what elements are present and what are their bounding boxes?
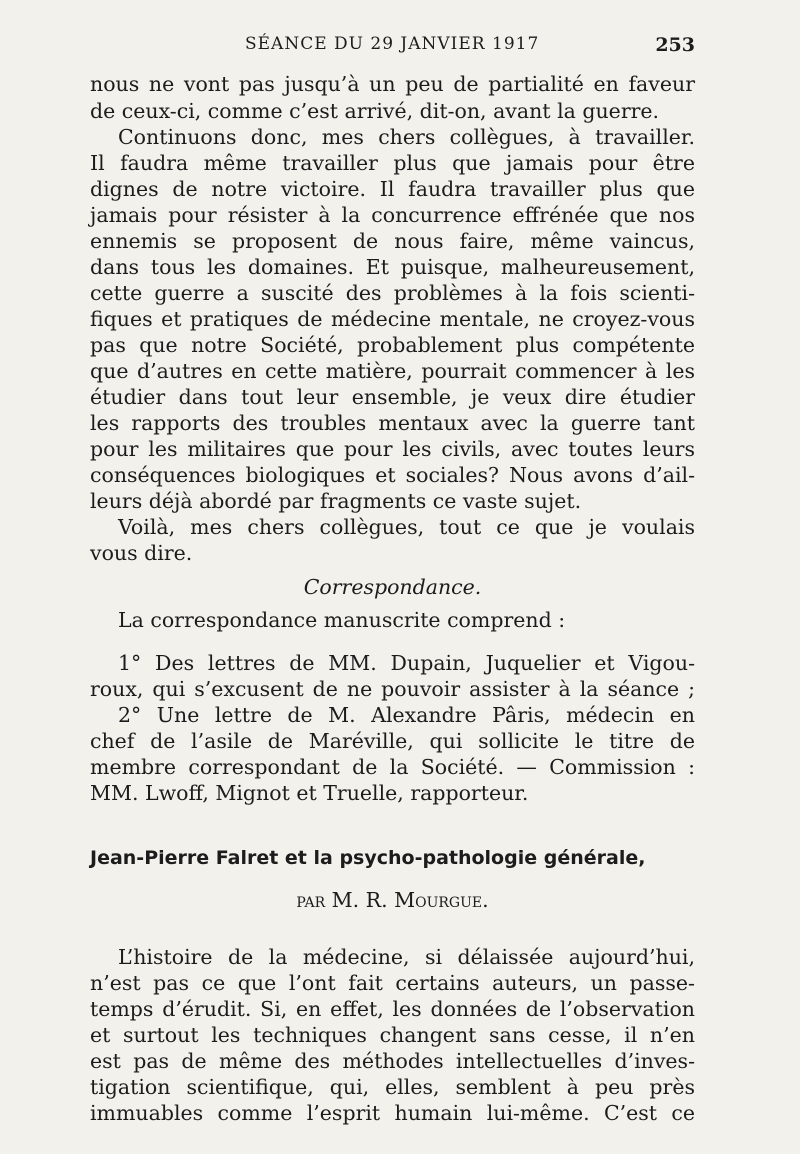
text-line: pour les militaires que pour les civils, avec toutes leurs (90, 437, 695, 461)
text-line: les rapports des troubles mentaux avec la guerre tant (90, 411, 695, 435)
text-line: fiques et pratiques de médecine mentale, ne croyez-vous (90, 307, 695, 331)
page-header (90, 34, 695, 62)
text-line: n’est pas ce que l’ont fait certains auteurs, un passe- (90, 971, 695, 995)
text-line: dans tous les domaines. Et puisque, malheureusement, (90, 255, 695, 279)
article-title: Jean-Pierre Falret et la psycho-pathologie générale, (90, 847, 646, 869)
text-line: Continuons donc, mes chers collègues, à travailler. (118, 125, 695, 149)
text-line: de ceux-ci, comme c’est arrivé, dit-on, avant la guerre. (90, 99, 660, 123)
text-line: roux, qui s’excusent de ne pouvoir assister à la séance ; (90, 677, 695, 701)
text-line: ennemis se proposent de nous faire, même vaincus, (90, 229, 695, 253)
list-item: 1° Des lettres de MM. Dupain, Juquelier et Vigou- (118, 651, 695, 675)
text-line: cette guerre a suscité des problèmes à la fois scienti- (90, 281, 695, 305)
text-line: L’histoire de la médecine, si délaissée aujourd’hui, (118, 945, 695, 969)
text-line: Il faudra même travailler plus que jamais pour être (90, 151, 695, 175)
text-line: membre correspondant de la Société. — Commission : (90, 755, 695, 779)
text-line: que d’autres en cette matière, pourrait commencer à les (90, 359, 695, 383)
text-line: tigation scientifique, qui, elles, semblent à peu près (90, 1075, 695, 1099)
article-byline: par M. R. Mourgue. (296, 888, 489, 912)
text-line: MM. Lwoff, Mignot et Truelle, rapporteur. (90, 781, 529, 805)
text-line: pas que notre Société, probablement plus compétente (90, 333, 695, 357)
text-line: immuables comme l’esprit humain lui-même. C’est ce (90, 1101, 695, 1125)
text-line: conséquences biologiques et sociales? Nous avons d’ail- (90, 463, 695, 487)
text-line: et surtout les techniques changent sans cesse, il n’en (90, 1023, 695, 1047)
text-line: chef de l’asile de Maréville, qui sollicite le titre de (90, 729, 695, 753)
text-line: temps d’érudit. Si, en effet, les données de l’observation (90, 997, 695, 1021)
text-line: La correspondance manuscrite comprend : (118, 608, 566, 632)
text-line: vous dire. (90, 541, 193, 565)
section-heading: Correspondance. (303, 575, 482, 599)
text-line: Voilà, mes chers collègues, tout ce que je voulais (118, 515, 695, 539)
text-line: est pas de même des méthodes intellectuelles d’inves- (90, 1049, 695, 1073)
text-line: étudier dans tout leur ensemble, je veux dire étudier (90, 385, 695, 409)
text-line: jamais pour résister à la concurrence effrénée que nos (90, 203, 695, 227)
text-line: leurs déjà abordé par fragments ce vaste sujet. (90, 489, 582, 513)
running-head: SÉANCE DU 29 JANVIER 1917 (245, 34, 540, 54)
text-line: dignes de notre victoire. Il faudra travailler plus que (90, 177, 695, 201)
list-item: 2° Une lettre de M. Alexandre Pâris, médecin en (118, 703, 695, 727)
page-number: 253 (655, 34, 695, 56)
text-line: nous ne vont pas jusqu’à un peu de partialité en faveur (90, 72, 695, 96)
